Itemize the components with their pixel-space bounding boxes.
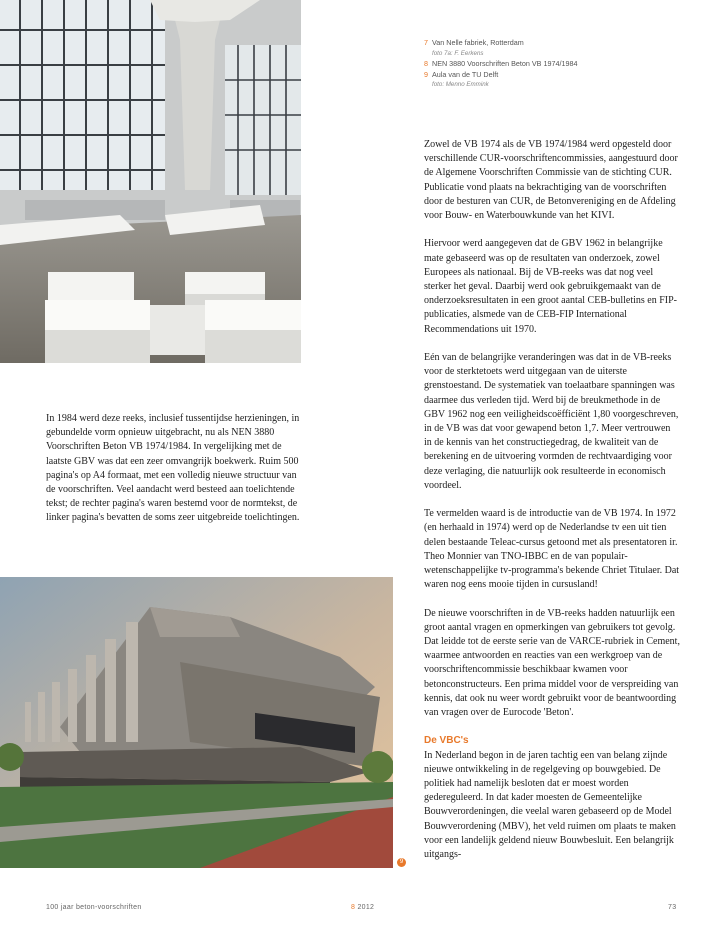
right-column-text xyxy=(424,138,680,862)
photo-aula-tu-delft xyxy=(0,577,393,868)
caption-8 xyxy=(424,59,694,70)
factory-interior-photo-icon xyxy=(0,0,301,363)
paragraph: Eén van de belangrijke veranderingen was dat in de VB-reeks voor de sterktetoets werd uitgegaan van de uiterste grenstoestand. De systematiek van toelaatbare spanningen was daarmee dus verleden tijd. Werd bij de breukmethode in de GBV 1962 nog een veiligheidscoëfficiënt 1,80 voorgeschreven, in de VB was dat voor gewapend beton 1,7. Meer vertrouwen in de kennis van het constructiegedrag, de kwaliteit van de berekening en de uitvoering vormden de rechtvaardiging voor deze verlaging, die natuurlijk ook resulteerde in economisch voordeel. xyxy=(424,352,679,491)
paragraph: In Nederland begon in de jaren tachtig een van belang zijnde nieuwe ontwikkeling in de regelgeving op bouwgebied. De politiek had namelijk besloten dat er moest worden gedereguleerd. In dat kader moesten de Gemeentelijke Bouwverordeningen, die veelal waren gebaseerd op de Model Bouwverordening (MBV), het veld ruimen om plaats te maken voor een landelijk geldend nieuw Bouwbesluit. Een belangrijk uitgangs- xyxy=(424,749,676,861)
caption-text: NEN 3880 Voorschriften Beton VB 1974/1984 xyxy=(432,59,578,68)
aula-building-photo-icon xyxy=(0,577,393,868)
caption-9 xyxy=(424,70,694,81)
photo-captions xyxy=(424,38,694,91)
photo-van-nelle-interior xyxy=(0,0,301,363)
footer-issue-year: 2012 xyxy=(357,904,375,911)
caption-number: 8 xyxy=(424,59,428,68)
paragraph: In 1984 werd deze reeks, inclusief tussentijdse herzieningen, in gebundelde vorm opnieuw uitgebracht, nu als NEN 3880 Voorschriften Beton VB 1974/1984. In vergelijking met de laatste GBV was dat een zeer omvangrijk boekwerk. Ruim 500 pagina's op A4 formaat, met een volledig nieuwe structuur van de voorschriften. Veel aandacht werd besteed aan toelichtende tekst; de rechter pagina's waren bestemd voor de normtekst, de linker pagina's bevatten de soms zeer uitgebreide toelichtingen. xyxy=(46,413,300,524)
footer-publication-title: 100 jaar beton-voorschriften xyxy=(46,904,142,911)
page-number: 73 xyxy=(668,904,677,911)
paragraph: Hiervoor werd aangegeven dat de GBV 1962 in belangrijke mate gebaseerd was op de resultaten van onderzoek, zowel Europees als nationaal. Bij de VB-reeks was dat nog veel sterker het geval. Daarbij werd ook gebruikgemaakt van de onderzoeksresultaten in een groot aantal CEB-bulletins en FIP-publicaties, alsmede van de CEB-FIP International Recommendations uit 1970. xyxy=(424,238,677,335)
caption-text: Van Nelle fabriek, Rotterdam xyxy=(432,38,524,47)
figure-marker: 9 xyxy=(397,858,406,867)
caption-credit: foto: Menno Emmink xyxy=(432,81,489,88)
footer-issue xyxy=(351,904,374,911)
section-heading: De VBC's xyxy=(424,735,469,747)
paragraph: Te vermelden waard is de introductie van de VB 1974. In 1972 (en herhaald in 1974) werd op de Nederlandse tv een uit tien delen bestaande Teleac-cursus getoond met als presentatoren ir. Theo Monnier van TNO-IBBC en de van populair-wetenschappelijke tv-programma's bekende Chriet Titulaer. Dat waren nog eens mooie tijden in cursusland! xyxy=(424,508,680,591)
caption-text: Aula van de TU Delft xyxy=(432,69,499,79)
footer-issue-number: 8 xyxy=(351,904,356,911)
caption-number: 7 xyxy=(424,38,428,47)
paragraph: De nieuwe voorschriften in de VB-reeks hadden natuurlijk een groot aantal vragen en opmerkingen van gebruikers tot gevolg. Dat leidde tot de eerste serie van de VARCE-rubriek in Cement, waarmee antwoorden en reacties van een werkgroep van de voorschriftencommissie beschikbaar kwamen voor betonconstructeurs. Een prima middel voor de verspreiding van kennis, dat ook nu weer wordt gebruikt voor de beantwoording van vragen over de Eurocode 'Beton'. xyxy=(424,607,680,719)
caption-number: 9 xyxy=(424,69,428,79)
paragraph: Zowel de VB 1974 als de VB 1974/1984 werd opgesteld door verschillende CUR-voorschriftencommissies, aangestuurd door de Algemene Voorschriften Commissie van de stichting CUR. Publicatie vond plaats na bekrachtiging van de voorschriften door de besturen van CUR, de Betonvereniging en de Afdeling voor Bouw- en Waterbouwkunde van het KIVI. xyxy=(424,139,678,222)
left-column-text xyxy=(46,412,301,526)
caption-credit: foto 7a: F. Eerkens xyxy=(432,49,484,57)
caption-7 xyxy=(424,38,694,49)
